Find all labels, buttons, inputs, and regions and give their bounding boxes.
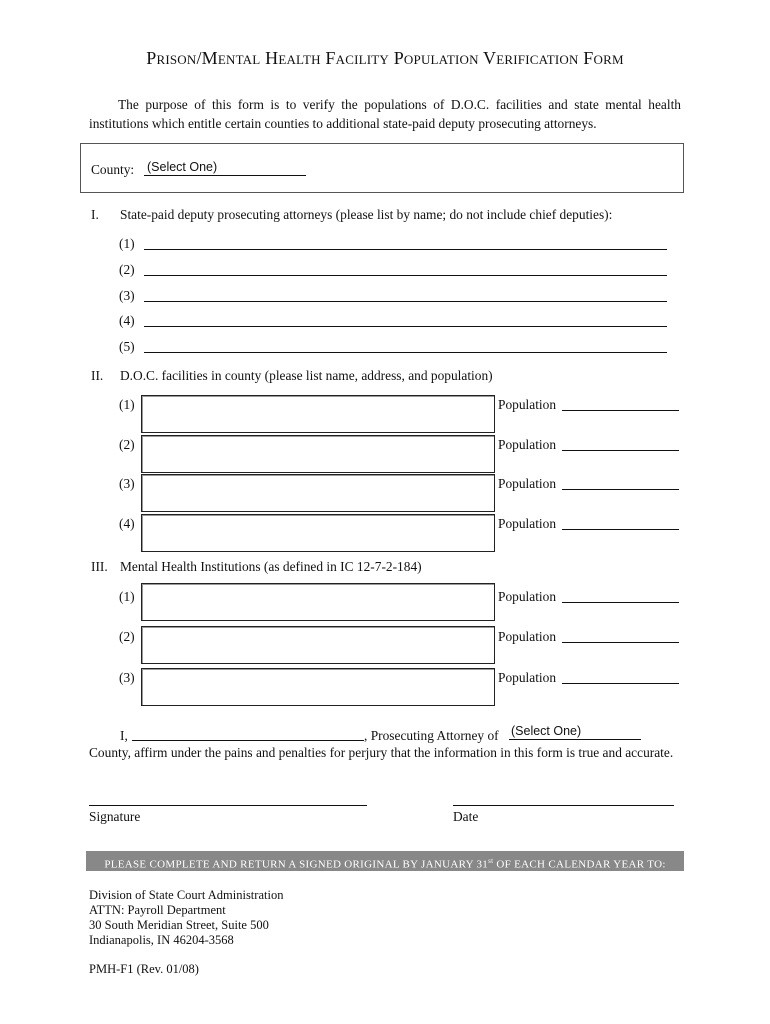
section-1-heading: State-paid deputy prosecuting attorneys (please list by name; do not include chief deputies):: [120, 207, 613, 222]
population-field[interactable]: [562, 410, 679, 411]
attorney-name-field-1[interactable]: [144, 249, 667, 250]
institution-row-label: (1): [119, 589, 135, 604]
section-2-number: II.: [91, 368, 104, 383]
intro-paragraph: The purpose of this form is to verify the populations of D.O.C. facilities and state mental health institutions which entitle certain counties to additional state-paid deputy prosecuting attorneys.: [89, 97, 681, 131]
date-label: Date: [453, 809, 479, 824]
population-field[interactable]: [562, 602, 679, 603]
section-3-heading: Mental Health Institutions (as defined in IC 12-7-2-184): [120, 559, 422, 574]
address-block: [89, 888, 283, 948]
population-label: Population: [498, 670, 557, 685]
address-line: Division of State Court Administration: [89, 888, 284, 902]
attorney-name-field[interactable]: [132, 740, 364, 741]
population-field[interactable]: [562, 683, 679, 684]
population-field[interactable]: [562, 529, 679, 530]
facility-field-4[interactable]: [141, 514, 495, 552]
signature-label: Signature: [89, 809, 141, 824]
prosecuting-county-select[interactable]: (Select One): [509, 724, 641, 740]
population-label: Population: [498, 516, 557, 531]
section-1-number: I.: [91, 207, 99, 222]
county-label: County:: [91, 162, 135, 177]
banner-superscript: st: [488, 857, 494, 865]
facility-field-2[interactable]: [141, 435, 495, 473]
attorney-name-field-4[interactable]: [144, 326, 667, 327]
facility-field-3[interactable]: [141, 474, 495, 512]
banner-text: PLEASE COMPLETE AND RETURN A SIGNED ORIGINAL BY JANUARY 31: [104, 858, 489, 871]
attorney-row-label: (3): [119, 288, 135, 303]
population-label: Population: [498, 629, 557, 644]
attorney-row-label: (5): [119, 339, 135, 354]
date-field[interactable]: [453, 805, 674, 806]
address-line: Indianapolis, IN 46204-3568: [89, 933, 234, 947]
institution-field-2[interactable]: [141, 626, 495, 664]
attorney-name-field-2[interactable]: [144, 275, 667, 276]
attorney-name-field-3[interactable]: [144, 301, 667, 302]
section-3-number: III.: [91, 559, 108, 574]
attorney-row-label: (4): [119, 313, 135, 328]
institution-row-label: (2): [119, 629, 135, 644]
form-code: PMH-F1 (Rev. 01/08): [89, 962, 199, 976]
facility-row-label: (4): [119, 516, 135, 531]
institution-row-label: (3): [119, 670, 135, 685]
facility-row-label: (1): [119, 397, 135, 412]
affirmation-text: County, affirm under the pains and penalties for perjury that the information in this form is true and accurate.: [89, 745, 674, 760]
facility-field-1[interactable]: [141, 395, 495, 433]
population-label: Population: [498, 476, 557, 491]
return-instructions-banner: [86, 851, 684, 871]
form-title: Prison/Mental Health Facility Population Verification Form: [146, 48, 624, 68]
signature-field[interactable]: [89, 805, 367, 806]
county-select[interactable]: (Select One): [144, 160, 306, 176]
population-field[interactable]: [562, 450, 679, 451]
affirmation-prefix: I,: [120, 728, 128, 743]
population-field[interactable]: [562, 642, 679, 643]
banner-text-end: OF EACH CALENDAR YEAR TO:: [493, 858, 666, 871]
attorney-row-label: (1): [119, 236, 135, 251]
facility-row-label: (2): [119, 437, 135, 452]
population-label: Population: [498, 397, 557, 412]
facility-row-label: (3): [119, 476, 135, 491]
affirmation-middle: , Prosecuting Attorney of: [364, 728, 499, 743]
institution-field-1[interactable]: [141, 583, 495, 621]
population-field[interactable]: [562, 489, 679, 490]
attorney-row-label: (2): [119, 262, 135, 277]
institution-field-3[interactable]: [141, 668, 495, 706]
attorney-name-field-5[interactable]: [144, 352, 667, 353]
address-line: ATTN: Payroll Department: [89, 903, 226, 917]
population-label: Population: [498, 589, 557, 604]
section-2-heading: D.O.C. facilities in county (please list name, address, and population): [120, 368, 493, 383]
address-line: 30 South Meridian Street, Suite 500: [89, 918, 269, 932]
population-label: Population: [498, 437, 557, 452]
